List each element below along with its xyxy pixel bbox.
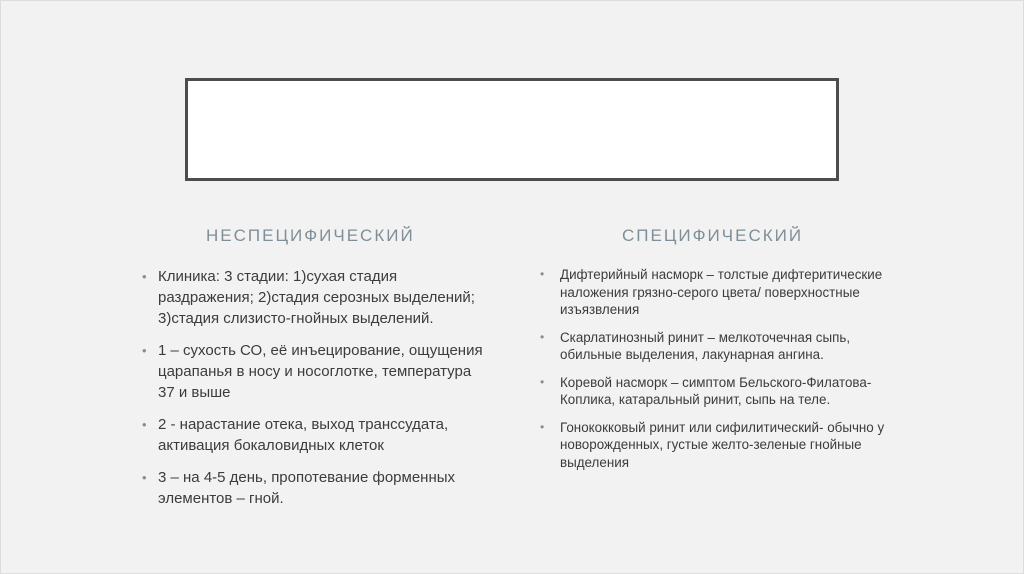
list-item: • Скарлатинозный ринит – мелкоточечная сыпь, обильные выделения, лакунарная ангина.: [540, 329, 890, 364]
list-item: • 2 - нарастание отека, выход транссудата, активация бокаловидных клеток: [141, 414, 491, 456]
title-placeholder: [185, 78, 839, 181]
list-item: • Коревой насморк – симптом Бельского-Филатова-Коплика, катаральный ринит, сыпь на теле.: [540, 374, 890, 409]
right-bullet-list: [540, 266, 890, 481]
list-item: • Гонококковый ринит или сифилитический- обычно у новорожденных, густые желто-зеленые гнойные выделения: [540, 419, 890, 472]
list-item: • Дифтерийный насморк – толстые дифтеритические наложения грязно-серого цвета/ поверхностные изъязвления: [540, 266, 890, 319]
right-column-heading: СПЕЦИФИЧЕСКИЙ: [622, 226, 804, 245]
list-item: • 3 – на 4-5 день, пропотевание форменных элементов – гной.: [141, 467, 491, 509]
left-bullet-list: [141, 266, 491, 520]
left-column-heading: НЕСПЕЦИФИЧЕСКИЙ: [206, 226, 415, 245]
list-item: • 1 – сухость СО, её инъецирование, ощущения царапанья в носу и носоглотке, температура 37 и выше: [141, 340, 491, 403]
list-item: • Клиника: 3 стадии: 1)сухая стадия раздражения; 2)стадия серозных выделений; 3)стадия слизисто-гнойных выделений.: [141, 266, 491, 329]
